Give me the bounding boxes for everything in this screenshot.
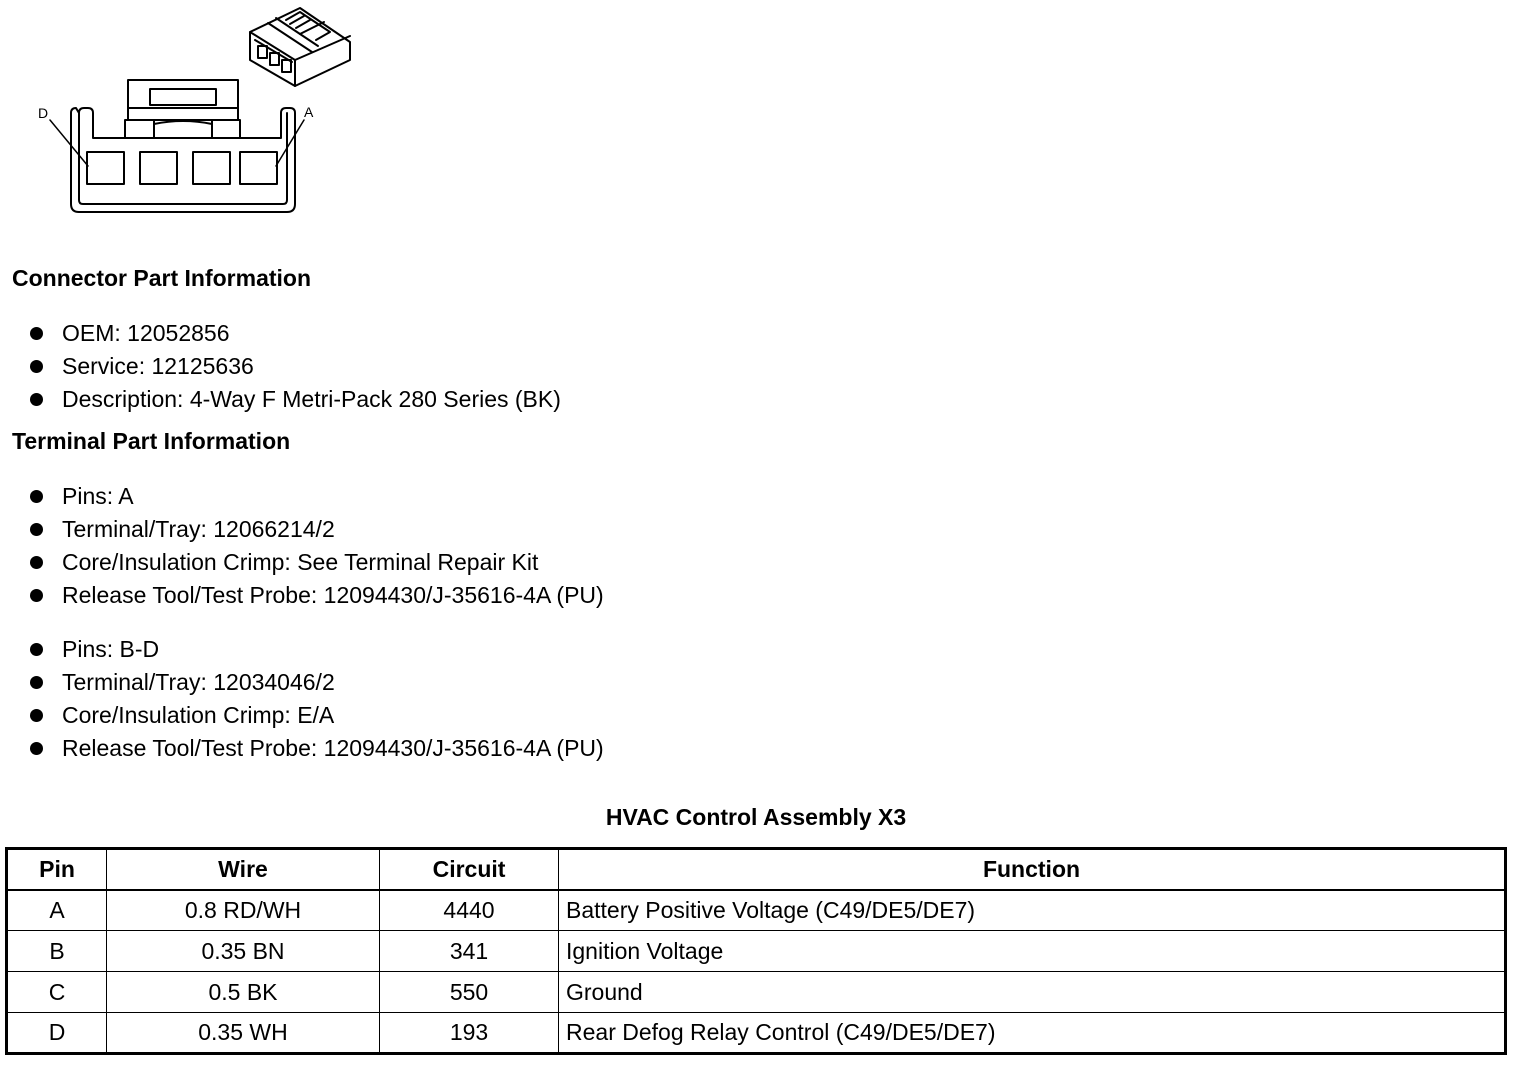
connector-isometric-view [250,8,350,86]
list-item-text: Core/Insulation Crimp: See Terminal Repair Kit [62,549,539,575]
bullet-icon [30,327,43,340]
leader-line-d [50,120,88,166]
table-row [7,1013,1506,1054]
bullet-icon [30,393,43,406]
column-header-circuit: Circuit [380,849,559,890]
cell-function: Ignition Voltage [559,931,1506,972]
cavity-b [193,152,230,184]
cavity-label-a: A [304,104,314,120]
cell-circuit: 193 [380,1013,559,1054]
bullet-icon [30,676,43,689]
connector-face-view [50,80,304,212]
cell-pin: B [7,931,107,972]
bullet-icon [30,523,43,536]
cavity-a [240,152,277,184]
column-header-pin: Pin [7,849,107,890]
cell-pin: A [7,890,107,931]
bullet-icon [30,709,43,722]
cell-function: Battery Positive Voltage (C49/DE5/DE7) [559,890,1506,931]
list-item [30,666,604,699]
cell-function: Rear Defog Relay Control (C49/DE5/DE7) [559,1013,1506,1054]
connector-part-info-heading: Connector Part Information [12,265,312,291]
list-item-text: Service: 12125636 [62,353,254,379]
table-header-row [7,849,1506,890]
list-item-text: Terminal/Tray: 12034046/2 [62,669,335,695]
cavity-d [87,152,124,184]
list-item [30,350,561,383]
pinout-table [5,847,1507,1055]
cell-pin: C [7,972,107,1013]
terminal-group-pins-b-d [30,633,604,765]
list-item [30,546,604,579]
list-item [30,699,604,732]
cell-circuit: 550 [380,972,559,1013]
list-item-text: Core/Insulation Crimp: E/A [62,702,335,728]
list-item-text: Release Tool/Test Probe: 12094430/J-35616-4A (PU) [62,582,604,608]
cavity-c [140,152,177,184]
list-item [30,480,604,513]
list-item [30,317,561,350]
list-item-text: Pins: B-D [62,636,160,662]
list-item-text: Pins: A [62,483,134,509]
bullet-icon [30,643,43,656]
list-item [30,633,604,666]
list-item-text: OEM: 12052856 [62,320,230,346]
cell-wire: 0.35 BN [107,931,380,972]
list-item-text: Release Tool/Test Probe: 12094430/J-35616-4A (PU) [62,735,604,761]
table-title: HVAC Control Assembly X3 [605,804,907,830]
table-row [7,890,1506,931]
terminal-group-pin-a [30,480,604,612]
column-header-function: Function [559,849,1506,890]
bullet-icon [30,556,43,569]
table-row [7,972,1506,1013]
table-row [7,931,1506,972]
cell-wire: 0.5 BK [107,972,380,1013]
terminal-part-info-heading: Terminal Part Information [12,428,291,454]
bullet-icon [30,589,43,602]
bullet-icon [30,360,43,373]
cell-circuit: 4440 [380,890,559,931]
cell-wire: 0.8 RD/WH [107,890,380,931]
bullet-icon [30,742,43,755]
cell-wire: 0.35 WH [107,1013,380,1054]
cavity-label-d: D [38,105,49,121]
list-item [30,383,561,416]
list-item [30,732,604,765]
bullet-icon [30,490,43,503]
list-item-text: Description: 4-Way F Metri-Pack 280 Series (BK) [62,386,561,412]
cell-circuit: 341 [380,931,559,972]
connector-part-info-list [30,317,561,416]
cell-function: Ground [559,972,1506,1013]
column-header-wire: Wire [107,849,380,890]
connector-diagram [0,0,400,230]
list-item [30,579,604,612]
cell-pin: D [7,1013,107,1054]
list-item [30,513,604,546]
list-item-text: Terminal/Tray: 12066214/2 [62,516,335,542]
